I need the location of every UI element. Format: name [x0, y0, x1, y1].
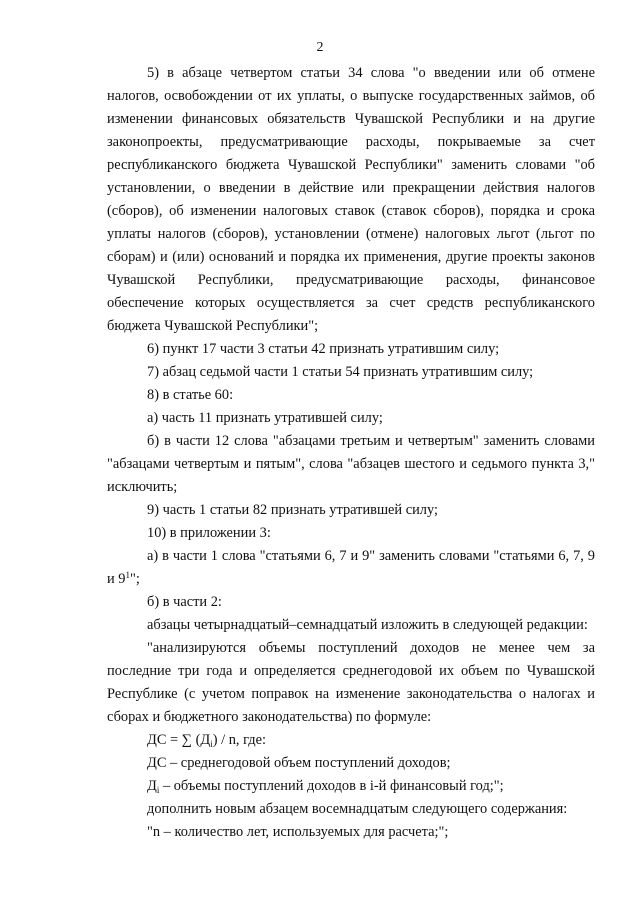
paragraph-item-8b: б) в части 12 слова "абзацами третьим и четвертым" заменить словами "абзацами четвертым и пятым", слова "абзацев шестого и седьмого пункта 3," исключить;	[107, 433, 595, 495]
di-text: – объемы поступлений доходов в i-й финансовый год;";	[159, 778, 504, 794]
paragraph-replace-paragraphs: абзацы четырнадцатый–семнадцатый изложить в следующей редакции:	[147, 617, 588, 633]
paragraph-item-7: 7) абзац седьмой части 1 статьи 54 признать утратившим силу;	[147, 364, 534, 380]
item-10a-text: а) в части 1 слова "статьями 6, 7 и 9" заменить словами "статьями 6, 7, 9 и 9	[107, 548, 595, 587]
paragraph-ds-definition: ДС – среднегодовой объем поступлений доходов;	[147, 755, 451, 771]
paragraph-n-definition: "n – количество лет, используемых для расчета;";	[147, 824, 449, 840]
formula-subscript: i	[210, 739, 213, 749]
paragraph-item-8: 8) в статье 60:	[147, 387, 234, 403]
paragraph-item-9: 9) часть 1 статьи 82 признать утратившей силу;	[147, 502, 438, 518]
paragraph-formula	[107, 729, 595, 752]
di-subscript: i	[156, 785, 160, 795]
formula-rhs: ) / n, где:	[212, 732, 266, 748]
paragraph-item-6: 6) пункт 17 части 3 статьи 42 признать утратившим силу;	[147, 341, 500, 357]
paragraph-di-definition	[107, 775, 595, 798]
paragraph-item-10b: б) в части 2:	[147, 594, 222, 610]
document-body	[107, 62, 595, 844]
paragraph-item-10: 10) в приложении 3:	[147, 525, 271, 541]
page-number: 2	[316, 40, 324, 55]
item-10a-superscript: 1	[125, 570, 130, 580]
paragraph-add-new: дополнить новым абзацем восемнадцатым следующего содержания:	[147, 801, 568, 817]
item-10a-tail: ";	[130, 571, 140, 587]
paragraph-item-8a: а) часть 11 признать утратившей силу;	[147, 410, 383, 426]
paragraph-analysis: "анализируются объемы поступлений доходов не менее чем за последние три года и определяется среднегодовой их объем по Чувашской Республике (с учетом поправок на изменение законодательства о налогах и сборах и бюджетного законодательства) по формуле:	[107, 640, 595, 725]
formula-lhs: ДС = ∑ (Д	[147, 732, 211, 748]
paragraph-item-5: 5) в абзаце четвертом статьи 34 слова "о введении или об отмене налогов, освобождении от их уплаты, о выпуске государственных займов, об изменении финансовых обязательств Чувашской Республики и на другие законопроекты, предусматривающие расходы, покрываемые за счет республиканского бюджета Чувашской Республики" заменить словами "об установлении, о введении в действие или прекращении действия налогов (сборов), об изменении налоговых ставок (ставок сборов), порядка и срока уплаты налогов (сборов), установлении (отмене) налоговых льгот (льгот по сборам) и (или) оснований и порядка их применения, другие проекты законов Чувашской Республики, предусматривающие расходы, финансовое обеспечение которых осуществляется за счет средств республиканского бюджета Чувашской Республики";	[107, 65, 595, 334]
di-symbol: Д	[147, 778, 157, 794]
paragraph-item-10a	[107, 545, 595, 591]
